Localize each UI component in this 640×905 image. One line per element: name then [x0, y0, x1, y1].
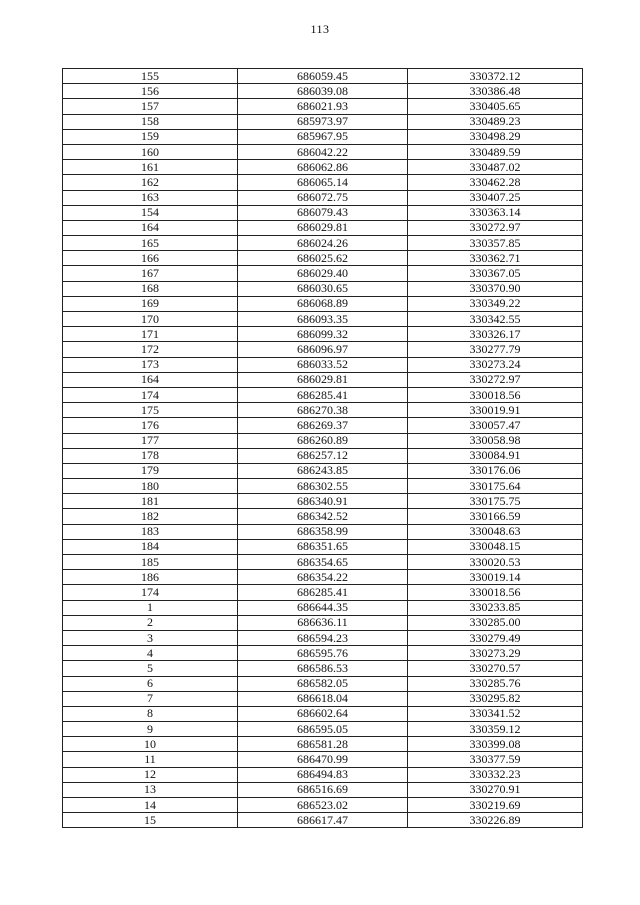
x-coordinate-cell: 686062.86: [238, 160, 408, 175]
y-coordinate-cell: 330272.97: [408, 220, 583, 235]
y-coordinate-cell: 330487.02: [408, 160, 583, 175]
y-coordinate-cell: 330233.85: [408, 600, 583, 615]
x-coordinate-cell: 686260.89: [238, 433, 408, 448]
y-coordinate-cell: 330176.06: [408, 463, 583, 478]
point-number-cell: 163: [63, 190, 238, 205]
table-row: [63, 494, 583, 509]
x-coordinate-cell: 686285.41: [238, 387, 408, 402]
table-row: [63, 129, 583, 144]
y-coordinate-cell: 330058.98: [408, 433, 583, 448]
x-coordinate-cell: 686516.69: [238, 782, 408, 797]
x-coordinate-cell: 686042.22: [238, 144, 408, 159]
point-number-cell: 11: [63, 752, 238, 767]
point-number-cell: 7: [63, 691, 238, 706]
table-row: [63, 372, 583, 387]
table-row: [63, 448, 583, 463]
y-coordinate-cell: 330372.12: [408, 69, 583, 84]
y-coordinate-cell: 330489.59: [408, 144, 583, 159]
table-row: [63, 767, 583, 782]
table-row: [63, 312, 583, 327]
point-number-cell: 156: [63, 84, 238, 99]
point-number-cell: 155: [63, 69, 238, 84]
point-number-cell: 180: [63, 479, 238, 494]
y-coordinate-cell: 330219.69: [408, 798, 583, 813]
x-coordinate-cell: 686523.02: [238, 798, 408, 813]
y-coordinate-cell: 330332.23: [408, 767, 583, 782]
point-number-cell: 182: [63, 509, 238, 524]
point-number-cell: 181: [63, 494, 238, 509]
point-number-cell: 178: [63, 448, 238, 463]
point-number-cell: 13: [63, 782, 238, 797]
table-row: [63, 236, 583, 251]
point-number-cell: 8: [63, 706, 238, 721]
y-coordinate-cell: 330405.65: [408, 99, 583, 114]
y-coordinate-cell: 330018.56: [408, 585, 583, 600]
y-coordinate-cell: 330399.08: [408, 737, 583, 752]
y-coordinate-cell: 330279.49: [408, 630, 583, 645]
x-coordinate-cell: 686644.35: [238, 600, 408, 615]
table-row: [63, 798, 583, 813]
x-coordinate-cell: 686354.22: [238, 570, 408, 585]
table-row: [63, 387, 583, 402]
table-row: [63, 691, 583, 706]
y-coordinate-cell: 330020.53: [408, 555, 583, 570]
table-row: [63, 585, 583, 600]
table-row: [63, 342, 583, 357]
table-row: [63, 813, 583, 828]
point-number-cell: 14: [63, 798, 238, 813]
x-coordinate-cell: 686093.35: [238, 312, 408, 327]
x-coordinate-cell: 686099.32: [238, 327, 408, 342]
y-coordinate-cell: 330362.71: [408, 251, 583, 266]
x-coordinate-cell: 686494.83: [238, 767, 408, 782]
coordinates-table: [62, 68, 583, 828]
y-coordinate-cell: 330270.91: [408, 782, 583, 797]
point-number-cell: 162: [63, 175, 238, 190]
table-row: [63, 463, 583, 478]
table-row: [63, 630, 583, 645]
table-row: [63, 296, 583, 311]
table-row: [63, 403, 583, 418]
x-coordinate-cell: 686470.99: [238, 752, 408, 767]
y-coordinate-cell: 330273.29: [408, 646, 583, 661]
y-coordinate-cell: 330377.59: [408, 752, 583, 767]
y-coordinate-cell: 330489.23: [408, 114, 583, 129]
x-coordinate-cell: 686340.91: [238, 494, 408, 509]
x-coordinate-cell: 686354.65: [238, 555, 408, 570]
table-row: [63, 418, 583, 433]
table-row: [63, 266, 583, 281]
y-coordinate-cell: 330357.85: [408, 236, 583, 251]
point-number-cell: 157: [63, 99, 238, 114]
table-row: [63, 706, 583, 721]
table-row: [63, 327, 583, 342]
table-row: [63, 737, 583, 752]
point-number-cell: 169: [63, 296, 238, 311]
point-number-cell: 9: [63, 722, 238, 737]
table-row: [63, 220, 583, 235]
table-row: [63, 281, 583, 296]
point-number-cell: 3: [63, 630, 238, 645]
point-number-cell: 174: [63, 387, 238, 402]
point-number-cell: 10: [63, 737, 238, 752]
x-coordinate-cell: 686636.11: [238, 615, 408, 630]
x-coordinate-cell: 685973.97: [238, 114, 408, 129]
y-coordinate-cell: 330363.14: [408, 205, 583, 220]
x-coordinate-cell: 686595.76: [238, 646, 408, 661]
point-number-cell: 174: [63, 585, 238, 600]
point-number-cell: 2: [63, 615, 238, 630]
x-coordinate-cell: 686618.04: [238, 691, 408, 706]
point-number-cell: 15: [63, 813, 238, 828]
point-number-cell: 167: [63, 266, 238, 281]
table-row: [63, 190, 583, 205]
point-number-cell: 12: [63, 767, 238, 782]
x-coordinate-cell: 686586.53: [238, 661, 408, 676]
point-number-cell: 172: [63, 342, 238, 357]
table-row: [63, 479, 583, 494]
page-number: 113: [310, 22, 330, 36]
point-number-cell: 185: [63, 555, 238, 570]
point-number-cell: 158: [63, 114, 238, 129]
table-row: [63, 99, 583, 114]
table-row: [63, 722, 583, 737]
point-number-cell: 173: [63, 357, 238, 372]
x-coordinate-cell: 686269.37: [238, 418, 408, 433]
x-coordinate-cell: 686039.08: [238, 84, 408, 99]
table-row: [63, 676, 583, 691]
x-coordinate-cell: 686285.41: [238, 585, 408, 600]
y-coordinate-cell: 330341.52: [408, 706, 583, 721]
x-coordinate-cell: 686594.23: [238, 630, 408, 645]
table-row: [63, 160, 583, 175]
point-number-cell: 168: [63, 281, 238, 296]
point-number-cell: 171: [63, 327, 238, 342]
coordinates-table-body: [63, 69, 583, 828]
point-number-cell: 159: [63, 129, 238, 144]
y-coordinate-cell: 330270.57: [408, 661, 583, 676]
table-row: [63, 205, 583, 220]
table-row: [63, 661, 583, 676]
x-coordinate-cell: 686581.28: [238, 737, 408, 752]
y-coordinate-cell: 330226.89: [408, 813, 583, 828]
table-row: [63, 646, 583, 661]
table-row: [63, 251, 583, 266]
x-coordinate-cell: 686033.52: [238, 357, 408, 372]
x-coordinate-cell: 686582.05: [238, 676, 408, 691]
point-number-cell: 6: [63, 676, 238, 691]
x-coordinate-cell: 686021.93: [238, 99, 408, 114]
table-row: [63, 600, 583, 615]
y-coordinate-cell: 330370.90: [408, 281, 583, 296]
y-coordinate-cell: 330273.24: [408, 357, 583, 372]
x-coordinate-cell: 686024.26: [238, 236, 408, 251]
x-coordinate-cell: 686096.97: [238, 342, 408, 357]
y-coordinate-cell: 330084.91: [408, 448, 583, 463]
y-coordinate-cell: 330166.59: [408, 509, 583, 524]
y-coordinate-cell: 330285.00: [408, 615, 583, 630]
x-coordinate-cell: 686030.65: [238, 281, 408, 296]
table-row: [63, 114, 583, 129]
x-coordinate-cell: 686025.62: [238, 251, 408, 266]
table-row: [63, 782, 583, 797]
x-coordinate-cell: 686029.40: [238, 266, 408, 281]
point-number-cell: 165: [63, 236, 238, 251]
x-coordinate-cell: 686068.89: [238, 296, 408, 311]
x-coordinate-cell: 686257.12: [238, 448, 408, 463]
table-row: [63, 84, 583, 99]
point-number-cell: 5: [63, 661, 238, 676]
y-coordinate-cell: 330277.79: [408, 342, 583, 357]
point-number-cell: 160: [63, 144, 238, 159]
point-number-cell: 154: [63, 205, 238, 220]
y-coordinate-cell: 330272.97: [408, 372, 583, 387]
x-coordinate-cell: 686243.85: [238, 463, 408, 478]
x-coordinate-cell: 686602.64: [238, 706, 408, 721]
y-coordinate-cell: 330386.48: [408, 84, 583, 99]
y-coordinate-cell: 330407.25: [408, 190, 583, 205]
y-coordinate-cell: 330048.15: [408, 539, 583, 554]
y-coordinate-cell: 330048.63: [408, 524, 583, 539]
table-row: [63, 752, 583, 767]
x-coordinate-cell: 686617.47: [238, 813, 408, 828]
y-coordinate-cell: 330019.14: [408, 570, 583, 585]
x-coordinate-cell: 686595.05: [238, 722, 408, 737]
point-number-cell: 184: [63, 539, 238, 554]
y-coordinate-cell: 330359.12: [408, 722, 583, 737]
table-row: [63, 433, 583, 448]
point-number-cell: 166: [63, 251, 238, 266]
y-coordinate-cell: 330367.05: [408, 266, 583, 281]
x-coordinate-cell: 686072.75: [238, 190, 408, 205]
x-coordinate-cell: 686029.81: [238, 220, 408, 235]
point-number-cell: 179: [63, 463, 238, 478]
point-number-cell: 1: [63, 600, 238, 615]
x-coordinate-cell: 686302.55: [238, 479, 408, 494]
y-coordinate-cell: 330285.76: [408, 676, 583, 691]
y-coordinate-cell: 330057.47: [408, 418, 583, 433]
y-coordinate-cell: 330326.17: [408, 327, 583, 342]
table-row: [63, 615, 583, 630]
table-row: [63, 570, 583, 585]
x-coordinate-cell: 686342.52: [238, 509, 408, 524]
point-number-cell: 183: [63, 524, 238, 539]
x-coordinate-cell: 685967.95: [238, 129, 408, 144]
table-row: [63, 175, 583, 190]
table-row: [63, 539, 583, 554]
x-coordinate-cell: 686065.14: [238, 175, 408, 190]
x-coordinate-cell: 686351.65: [238, 539, 408, 554]
table-row: [63, 555, 583, 570]
y-coordinate-cell: 330018.56: [408, 387, 583, 402]
y-coordinate-cell: 330175.75: [408, 494, 583, 509]
point-number-cell: 164: [63, 372, 238, 387]
x-coordinate-cell: 686270.38: [238, 403, 408, 418]
y-coordinate-cell: 330019.91: [408, 403, 583, 418]
table-row: [63, 357, 583, 372]
point-number-cell: 186: [63, 570, 238, 585]
x-coordinate-cell: 686059.45: [238, 69, 408, 84]
point-number-cell: 164: [63, 220, 238, 235]
table-row: [63, 69, 583, 84]
table-row: [63, 144, 583, 159]
point-number-cell: 175: [63, 403, 238, 418]
y-coordinate-cell: 330295.82: [408, 691, 583, 706]
table-row: [63, 509, 583, 524]
point-number-cell: 4: [63, 646, 238, 661]
point-number-cell: 161: [63, 160, 238, 175]
table-row: [63, 524, 583, 539]
point-number-cell: 176: [63, 418, 238, 433]
x-coordinate-cell: 686029.81: [238, 372, 408, 387]
y-coordinate-cell: 330342.55: [408, 312, 583, 327]
x-coordinate-cell: 686079.43: [238, 205, 408, 220]
y-coordinate-cell: 330175.64: [408, 479, 583, 494]
y-coordinate-cell: 330462.28: [408, 175, 583, 190]
y-coordinate-cell: 330349.22: [408, 296, 583, 311]
y-coordinate-cell: 330498.29: [408, 129, 583, 144]
point-number-cell: 170: [63, 312, 238, 327]
x-coordinate-cell: 686358.99: [238, 524, 408, 539]
point-number-cell: 177: [63, 433, 238, 448]
